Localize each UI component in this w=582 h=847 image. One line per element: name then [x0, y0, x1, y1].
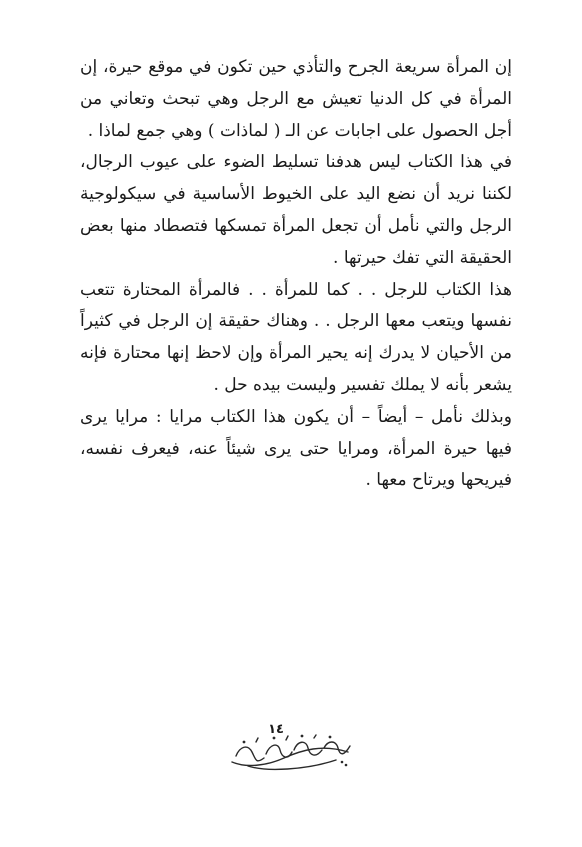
page-footer: [0, 722, 582, 778]
body-text: [80, 52, 512, 497]
paragraph-2: في هذا الكتاب ليس هدفنا تسليط الضوء على عيوب الرجال، لكننا نريد أن نضع اليد على الخيوط الأساسية في سيكولوجية الرجل والتي نأمل أن تجعل المرأة تمسكها فتصطاد منها بعض الحقيقة التي تفك حيرتها .: [80, 152, 512, 268]
paragraph-3: هذا الكتاب للرجل . . كما للمرأة . . فالمرأة المحتارة تتعب نفسها ويتعب معها الرجل . . وهناك حقيقة إن الرجل في كثيراً من الأحيان لا يدرك إنه يحير المرأة وإن لاحظ إنها محتارة فإنه يشعر بأنه لا يملك تفسير وليست بيده حل .: [80, 279, 512, 395]
paragraph-1: إن المرأة سريعة الجرح والتأذي حين تكون في موقع حيرة، إن المرأة في كل الدنيا تعيش مع الرجل وهي تبحث وتعاني من أجل الحصول على اجابات عن الـ ( لماذات ) وهي جمع لماذا .: [80, 57, 512, 141]
paragraph-4: وبذلك نأمل – أيضاً – أن يكون هذا الكتاب مرايا : مرايا يرى فيها حيرة المرأة، ومرايا حتى يرى شيئاً عنه، فيعرف نفسه، فيريحها ويرتاح معها .: [80, 406, 512, 491]
page-number: ١٤: [268, 722, 284, 737]
calligraphy-logo-icon: [226, 732, 356, 774]
